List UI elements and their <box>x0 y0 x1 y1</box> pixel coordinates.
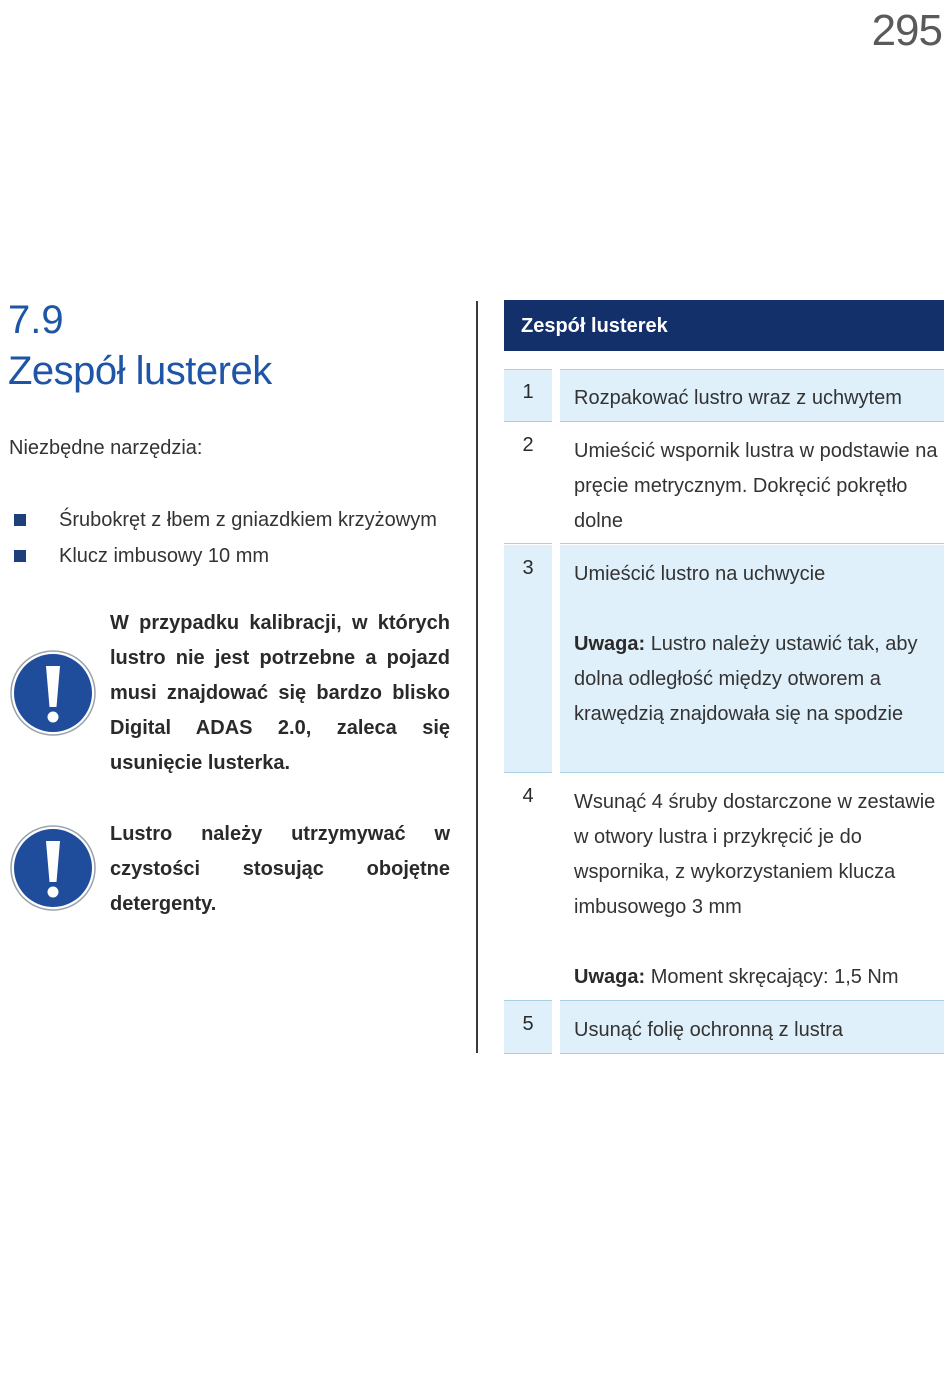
step-cell <box>560 545 944 773</box>
table-row <box>504 545 944 773</box>
square-bullet-icon <box>14 550 26 562</box>
column-divider <box>476 301 478 1053</box>
note-text: Moment skręcający: 1,5 Nm <box>650 966 899 988</box>
step-cell <box>560 773 944 1001</box>
step-number: 3 <box>504 545 552 773</box>
tool-text: Klucz imbusowy 10 mm <box>59 545 270 567</box>
page-number: 295 <box>871 6 942 55</box>
table-row <box>504 369 944 422</box>
exclamation-icon <box>10 825 96 911</box>
step-text: Umieścić wspornik lustra w podstawie na pręcie metrycznym. Dokręcić pokrętło dolne <box>574 440 938 532</box>
step-number: 4 <box>522 785 534 807</box>
section-number: 7.9 <box>8 298 64 342</box>
table-row <box>504 773 944 1001</box>
steps-table-header: Zespół lusterek <box>504 300 944 351</box>
square-bullet-icon <box>14 514 26 526</box>
note-label: Uwaga: <box>574 633 646 655</box>
note-text: Lustro należy ustawić tak, aby dolna odległość między otworem a krawędzią znajdowała się na spodzie <box>574 633 918 725</box>
tool-text: Śrubokręt z łbem z gniazdkiem krzyżowym <box>59 509 437 531</box>
step-note <box>574 960 944 995</box>
list-item <box>14 543 437 579</box>
warning-text: Lustro należy utrzymywać w czystości stosując obojętne detergenty. <box>110 823 450 915</box>
table-row <box>504 1001 944 1054</box>
step-number: 1 <box>504 369 552 422</box>
step-number: 5 <box>504 1001 552 1054</box>
section-title: Zespół lusterek <box>8 349 272 393</box>
step-number: 2 <box>522 434 534 456</box>
step-text: Usunąć folię ochronną z lustra <box>560 1001 944 1054</box>
step-text: Wsunąć 4 śruby dostarczone w zestawie w otwory lustra i przykręcić je do wspornika, z wykorzystaniem klucza imbusowego 3 mm <box>574 791 936 918</box>
tools-list <box>14 507 437 579</box>
step-text: Rozpakować lustro wraz z uchwytem <box>560 369 944 422</box>
step-note <box>574 627 944 732</box>
list-item <box>14 507 437 543</box>
warning-text: W przypadku kalibracji, w których lustro nie jest potrzebne a pojazd musi znajdować się bardzo blisko Digital ADAS 2.0, zaleca się usunięcie lusterka. <box>110 612 450 774</box>
step-text: Umieścić lustro na uchwycie <box>574 563 826 585</box>
exclamation-icon <box>10 650 96 736</box>
tools-label: Niezbędne narzędzia: <box>9 437 203 459</box>
note-label: Uwaga: <box>574 966 646 988</box>
table-row <box>504 422 944 544</box>
